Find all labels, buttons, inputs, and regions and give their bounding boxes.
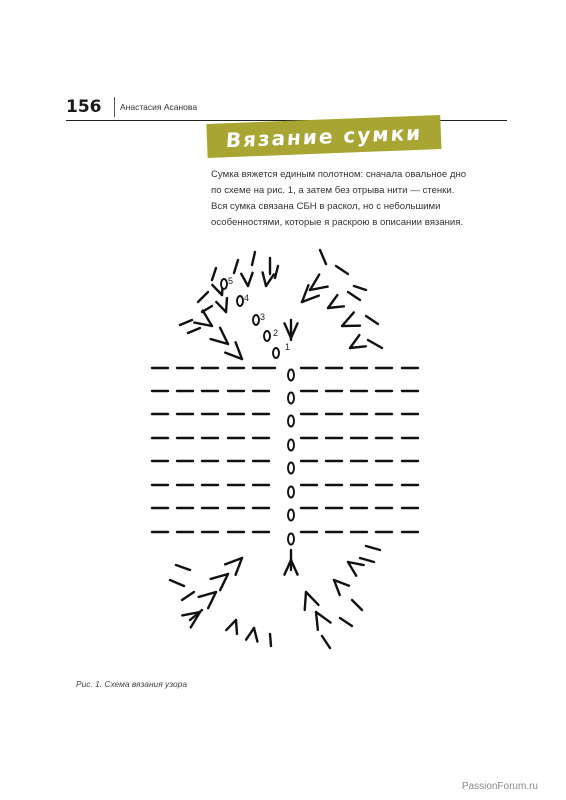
author-name: Анастасия Асанова [120,102,198,112]
increase-v [306,592,319,605]
intro-text [211,167,511,231]
increase-v [342,312,354,326]
increase-v [254,628,257,642]
chain-stitch-ring [288,370,294,381]
chain-stitch-ring [253,315,259,325]
single-crochet-dash [212,268,216,280]
chain-stitch-ring [288,534,294,545]
increase-v [263,272,266,286]
single-crochet-dash [182,592,194,600]
single-crochet-dash [340,618,352,626]
row-number-1: 1 [285,342,291,352]
page-number: 156 [66,97,102,117]
increase-v [305,592,306,610]
row-number-3: 3 [260,312,266,322]
chain-stitch-ring [288,510,294,521]
increase-v [316,612,331,623]
increase-v [316,612,318,630]
intro-line: по схеме на рис. 1, а затем без отрыва нити — стенки. [211,185,455,196]
chain-stitch-ring [237,296,243,306]
chain-stitch-ring [288,463,294,474]
single-crochet-dash [366,546,380,550]
row-number-4: 4 [244,293,250,303]
single-crochet-dash [368,340,382,348]
chain-stitch-ring [264,331,270,341]
single-crochet-dash [354,286,366,290]
single-crochet-dash [180,320,192,325]
single-crochet-dash [170,580,184,586]
single-crochet-dash [234,260,238,273]
single-crochet-dash [348,292,360,300]
row-number-5: 5 [228,276,234,286]
chain-stitch-ring [221,279,227,289]
increase-v [328,306,344,308]
increase-v [350,346,366,348]
increase-v [241,274,248,286]
increase-v [266,274,274,286]
single-crochet-dash [198,292,208,302]
row-number-2: 2 [273,328,279,338]
increase-v [216,302,226,312]
single-crochet-dash [188,328,200,333]
increase-v [226,620,236,630]
single-crochet-dash [202,306,212,312]
increase-v [246,628,254,640]
single-crochet-dash [336,266,348,274]
chain-stitch-ring [288,440,294,451]
single-crochet-dash [320,250,326,264]
intro-line: Сумка вяжется единым полотном: сначала овальное дно [211,169,467,180]
increase-v [248,273,253,286]
single-crochet-dash [322,636,330,648]
figure-caption: Рис. 1. Схема вязания узора [76,679,187,689]
single-crochet-dash [270,634,271,646]
chain-stitch-ring [288,487,294,498]
chain-stitch-ring [288,393,294,404]
watermark: PassionForum.ru [461,781,538,792]
section-title: Вязание сумки [224,120,423,153]
crochet-diagram [130,240,450,660]
chain-stitch-ring [273,348,279,358]
intro-line: особенностями, которые я раскрою в описании вязания. [211,217,464,228]
intro-line: Вся сумка связана СБН в раскол, но с небольшими [211,201,441,212]
increase-v [236,620,237,634]
single-crochet-dash [176,565,190,570]
single-crochet-dash [360,558,374,562]
single-crochet-dash [275,266,278,278]
increase-v [226,298,227,312]
single-crochet-dash [252,252,255,265]
header-divider [114,97,115,117]
section-title-band [206,115,441,158]
single-crochet-dash [352,600,362,610]
single-crochet-dash [366,316,378,324]
chain-stitch-ring [288,416,294,427]
